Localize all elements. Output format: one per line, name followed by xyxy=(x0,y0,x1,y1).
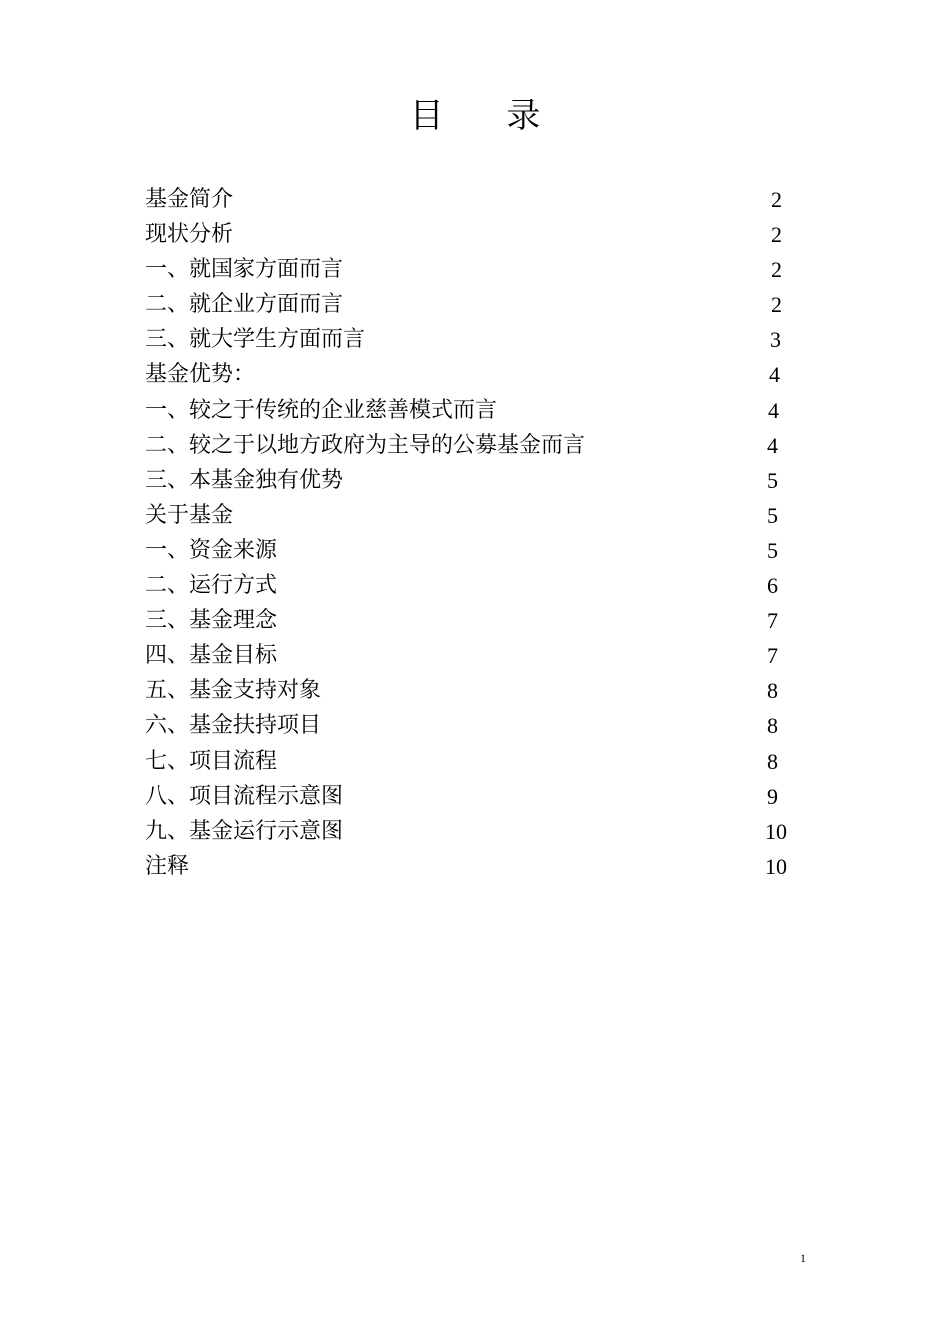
toc-entry-page: 4 xyxy=(769,362,780,388)
toc-entry-page: 5 xyxy=(767,537,778,563)
toc-entry-label: 一、较之于传统的企业慈善模式而言 xyxy=(145,397,498,423)
toc-entry-page: 2 xyxy=(771,222,782,248)
toc-entry[interactable] xyxy=(145,849,795,884)
toc-entry-page: 2 xyxy=(771,257,782,283)
toc-entry-label: 八、项目流程示意图 xyxy=(145,783,344,809)
toc-entry-label: 七、项目流程 xyxy=(145,748,278,774)
toc-entry-page: 2 xyxy=(771,187,782,212)
toc-entry[interactable] xyxy=(145,779,795,814)
toc-entry-label: 基金优势： xyxy=(145,362,256,388)
toc-entry-page: 10 xyxy=(765,853,787,879)
toc-entry-label: 六、基金扶持项目 xyxy=(145,713,322,739)
toc-entry[interactable] xyxy=(145,322,795,357)
toc-entry-page: 5 xyxy=(767,502,778,528)
toc-entry[interactable] xyxy=(145,603,795,638)
toc-entry[interactable] xyxy=(145,252,795,287)
toc-entry[interactable] xyxy=(145,533,795,568)
toc-entry-label: 一、就国家方面而言 xyxy=(145,257,344,283)
toc-entry[interactable] xyxy=(145,673,795,708)
toc-entry-label: 三、基金理念 xyxy=(145,608,278,634)
toc-entry[interactable] xyxy=(145,463,795,498)
toc-entry-label: 现状分析 xyxy=(145,222,234,248)
toc-entry-label: 二、较之于以地方政府为主导的公募基金而言 xyxy=(145,432,586,458)
toc-entry[interactable] xyxy=(145,217,795,252)
toc-entry[interactable] xyxy=(145,744,795,779)
toc-entry-label: 一、资金来源 xyxy=(145,537,278,563)
toc-entry-page: 7 xyxy=(767,608,778,634)
toc-entry-label: 注释 xyxy=(145,853,190,879)
toc-entry-page: 2 xyxy=(771,292,782,318)
toc-entry[interactable] xyxy=(145,182,795,217)
toc-entry-page: 8 xyxy=(767,748,778,774)
page-title: 目 录 xyxy=(409,96,567,136)
toc-entry-label: 二、就企业方面而言 xyxy=(145,292,344,318)
toc-entry-page: 8 xyxy=(767,713,778,739)
toc-entry-label: 三、本基金独有优势 xyxy=(145,467,344,493)
toc-entry-page: 5 xyxy=(767,467,778,493)
page-number: 1 xyxy=(800,1251,806,1265)
toc-entry-page: 7 xyxy=(767,643,778,669)
toc-entry-label: 五、基金支持对象 xyxy=(145,678,322,704)
toc-entry[interactable] xyxy=(145,498,795,533)
toc-entry-page: 4 xyxy=(767,432,778,458)
table-of-contents xyxy=(145,182,795,884)
toc-entry[interactable] xyxy=(145,287,795,322)
toc-entry-label: 三、就大学生方面而言 xyxy=(145,327,366,353)
toc-entry-label: 二、运行方式 xyxy=(145,573,278,599)
toc-entry-page: 4 xyxy=(768,397,779,423)
toc-entry-label: 四、基金目标 xyxy=(145,643,278,669)
toc-entry-page: 6 xyxy=(767,573,778,599)
toc-entry-label: 关于基金 xyxy=(145,502,234,528)
toc-entry[interactable] xyxy=(145,708,795,743)
toc-entry-page: 9 xyxy=(767,783,778,809)
toc-entry-label: 九、基金运行示意图 xyxy=(145,818,344,844)
toc-entry-page: 8 xyxy=(767,678,778,704)
toc-entry-label: 基金简介 xyxy=(145,187,234,212)
toc-entry[interactable] xyxy=(145,568,795,603)
toc-entry-page: 3 xyxy=(770,327,781,353)
toc-entry[interactable] xyxy=(145,428,795,463)
toc-entry-page: 10 xyxy=(765,818,787,844)
toc-entry[interactable] xyxy=(145,357,795,392)
toc-entry[interactable] xyxy=(145,814,795,849)
toc-entry[interactable] xyxy=(145,638,795,673)
toc-entry[interactable] xyxy=(145,393,795,428)
